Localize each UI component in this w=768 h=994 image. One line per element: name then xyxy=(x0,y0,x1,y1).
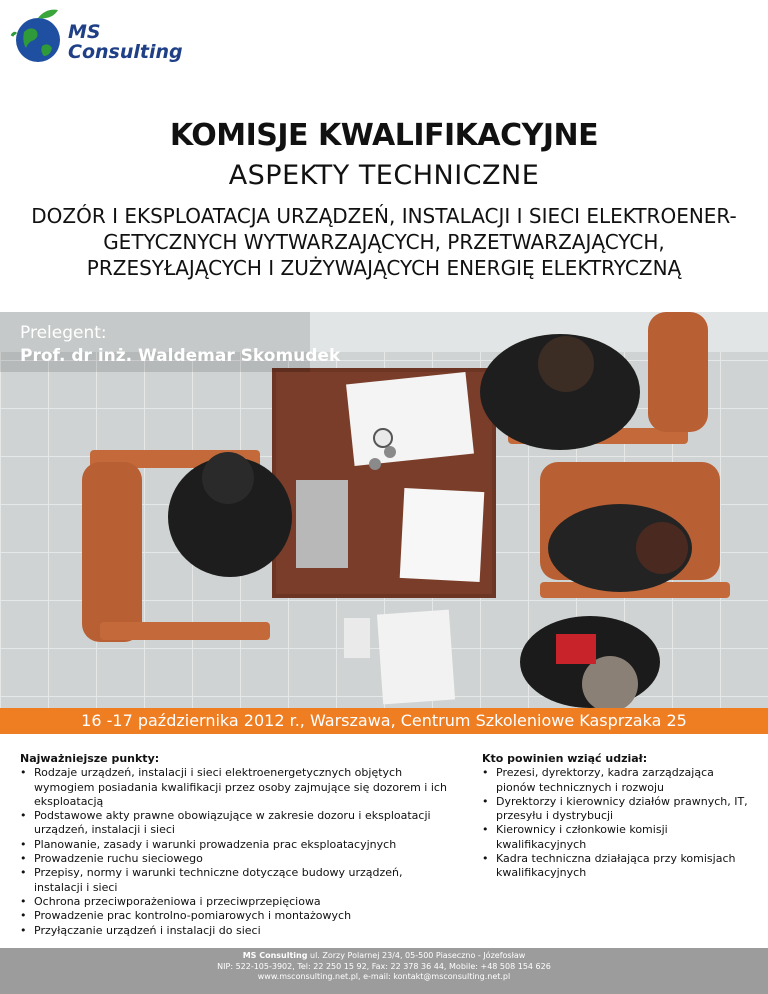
list-item: • Przepisy, normy i warunki techniczne dotyczące budowy urządzeń, instalacji i sieci xyxy=(20,866,450,895)
globe-icon xyxy=(8,6,70,68)
audience-section xyxy=(482,752,752,881)
key-points-heading: Najważniejsze punkty: xyxy=(20,752,160,765)
presenter-block xyxy=(20,322,340,368)
presenter-label: Prelegent: xyxy=(20,323,107,343)
topic-heading: DOZÓR I EKSPLOATACJA URZĄDZEŃ, INSTALACJI I SIECI ELEKTROENER- GETYCZNYCH WYTWARZAJĄCYCH, PRZETWARZAJĄCYCH, PRZESYŁAJĄCYCH I ZUŻYWAJĄCYCH ENERGIĘ ELEKTRYCZNĄ xyxy=(31,204,737,280)
list-item: • Przyłączanie urządzeń i instalacji do sieci xyxy=(20,924,450,938)
meeting-photo xyxy=(0,312,768,710)
footer-phones: NIP: 522-105-3902, Tel: 22 250 15 92, Fax: 22 378 36 44, Mobile: +48 508 154 626 xyxy=(217,961,551,971)
page-title: KOMISJE KWALIFIKACYJNE xyxy=(169,118,599,153)
logo-text: MS Consulting xyxy=(68,21,183,63)
list-item: • Podstawowe akty prawne obowiązujące w zakresie dozoru i eksploatacji urządzeń, instalacji i sieci xyxy=(20,809,450,838)
list-item: • Ochrona przeciwporażeniowa i przeciwprzepięciowa xyxy=(20,895,450,909)
list-item: • Dyrektorzy i kierownicy działów prawnych, IT, przesyłu i dystrybucji xyxy=(482,795,752,824)
audience-heading: Kto powinien wziąć udział: xyxy=(482,752,648,765)
company-logo xyxy=(8,6,198,68)
footer-address: ul. Zorzy Polarnej 23/4, 05-500 Piaseczno - Józefosław xyxy=(307,951,526,960)
footer-web-email[interactable]: www.msconsulting.net.pl, e-mail: kontakt@msconsulting.net.pl xyxy=(257,972,511,981)
key-points-section xyxy=(20,752,450,938)
list-item: • Prezesi, dyrektorzy, kadra zarządzająca pionów technicznych i rozwoju xyxy=(482,766,752,795)
list-item: • Prowadzenie prac kontrolno-pomiarowych i montażowych xyxy=(20,909,450,923)
list-item: • Kierownicy i członkowie komisji kwalifikacyjnych xyxy=(482,823,752,852)
footer-company: MS Consulting xyxy=(242,951,308,960)
list-item: • Rodzaje urządzeń, instalacji i sieci elektroenergetycznych objętych wymogiem posiadania kwalifikacji przez osoby zajmujące się dozorem i ich eksploatacją xyxy=(20,766,450,809)
list-item: • Kadra techniczna działająca przy komisjach kwalifikacyjnych xyxy=(482,852,752,881)
list-item: • Planowanie, zasady i warunki prowadzenia prac eksploatacyjnych xyxy=(20,838,450,852)
list-item: • Prowadzenie ruchu sieciowego xyxy=(20,852,450,866)
page-subtitle: ASPEKTY TECHNICZNE xyxy=(228,160,540,191)
event-date-location: 16 -17 października 2012 r., Warszawa, Centrum Szkoleniowe Kasprzaka 25 xyxy=(0,708,768,734)
presenter-name: Prof. dr inż. Waldemar Skomudek xyxy=(20,346,341,366)
meeting-illustration xyxy=(0,312,768,710)
contact-footer xyxy=(0,948,768,994)
